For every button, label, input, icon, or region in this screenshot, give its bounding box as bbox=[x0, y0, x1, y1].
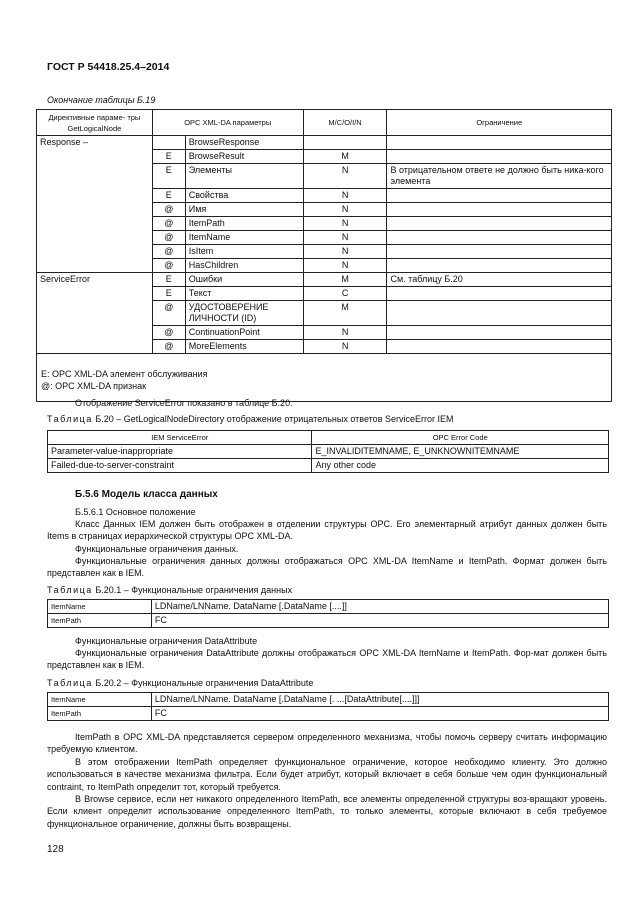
table-cell: E bbox=[152, 164, 185, 189]
paragraph: Функциональные ограничения DataAttribute bbox=[75, 636, 258, 646]
table-cell: @ bbox=[152, 231, 185, 245]
table-cell: N bbox=[303, 326, 387, 340]
table-b20-2-caption bbox=[47, 678, 313, 688]
table-b20-1-caption bbox=[47, 585, 292, 595]
table-cell: E bbox=[152, 273, 185, 287]
paragraph: ItemPath в OPC XML-DA представляется сервером определенного механизма, чтобы помочь серверу считать информацию требуемую клиентом. bbox=[47, 732, 607, 755]
caption-text: Б.20.1 – Функциональные ограничения данных bbox=[95, 585, 293, 595]
table-cell: N bbox=[303, 189, 387, 203]
table-cell bbox=[387, 301, 612, 326]
table-cell: @ bbox=[152, 340, 185, 354]
table-cell bbox=[387, 231, 612, 245]
table-cell: ItemName bbox=[48, 600, 152, 614]
table-cell bbox=[387, 203, 612, 217]
table-cell: @ bbox=[152, 301, 185, 326]
table-cell bbox=[387, 136, 612, 150]
table-cell: E bbox=[152, 189, 185, 203]
paragraph: Функциональные ограничения данных должны отображаться OPC XML-DA ItemName и ItemPath. Формат должен быть представлен как в IEM. bbox=[47, 556, 607, 579]
table-cell: ItemPath bbox=[185, 217, 303, 231]
page-number: 128 bbox=[47, 844, 64, 855]
table-cell: LDName/LNName. DataName [.DataName [. ...[DataAttribute[....]]] bbox=[151, 693, 608, 707]
table-cell: ItemPath bbox=[48, 707, 152, 721]
table-cell: C bbox=[303, 287, 387, 301]
table-b20-1 bbox=[47, 599, 609, 628]
table-cell: ItemName bbox=[185, 231, 303, 245]
table-cell bbox=[387, 326, 612, 340]
table-cell: @ bbox=[152, 245, 185, 259]
table-cell: N bbox=[303, 231, 387, 245]
table-cell: MoreElements bbox=[185, 340, 303, 354]
paragraph: Функциональные ограничения данных. bbox=[75, 544, 239, 554]
footnote-line: @: OPC XML-DA признак bbox=[41, 381, 147, 391]
table-b19 bbox=[36, 109, 612, 402]
table-cell: M bbox=[303, 301, 387, 326]
table-cell: N bbox=[303, 340, 387, 354]
table-b20-header: OPC Error Code bbox=[312, 431, 609, 445]
table-cell: Any other code bbox=[312, 459, 609, 473]
document-header: ГОСТ Р 54418.25.4–2014 bbox=[47, 61, 170, 73]
caption-text: Б.20 – GetLogicalNodeDirectory отображение отрицательных ответов ServiceError IEM bbox=[95, 414, 454, 424]
paragraph: Класс Данных IEM должен быть отображен в отделении структуры OPC. Его элементарный атрибут данных должен быть Items в страницах иерархической структуры OPC XML-DA. bbox=[47, 519, 607, 542]
table-cell: BrowseResponse bbox=[185, 136, 303, 150]
table-cell: E bbox=[152, 287, 185, 301]
table-b20-header: IEM ServiceError bbox=[48, 431, 312, 445]
table-cell: УДОСТОВЕРЕНИЕ ЛИЧНОСТИ (ID) bbox=[185, 301, 303, 326]
table-cell: M bbox=[303, 273, 387, 287]
table-b19-body bbox=[37, 136, 612, 354]
table-b19-caption: Окончание таблицы Б.19 bbox=[47, 95, 156, 105]
caption-label: Таблица bbox=[47, 585, 93, 595]
table-b19-header: Директивные параме- тры GetLogicalNode bbox=[37, 110, 153, 136]
table-b19-header: M/C/O/I/N bbox=[303, 110, 387, 136]
footnote-line: E: OPC XML-DA элемент обслуживания bbox=[41, 369, 208, 379]
table-b19-header: Ограничение bbox=[387, 110, 612, 136]
table-cell bbox=[387, 340, 612, 354]
table-cell: Parameter-value-inappropriate bbox=[48, 445, 312, 459]
table-cell: В отрицательном ответе не должно быть ника-кого элемента bbox=[387, 164, 612, 189]
table-cell: ItemName bbox=[48, 693, 152, 707]
paragraph: В Browse сервисе, если нет никакого определенного ItemPath, все элементы определенной структуры воз-вращают уровень. Если клиент определит использование определенного ItemPath, то только элементы, которые включают в себя требуемое функциональное ограничение, должны быть возвращены. bbox=[47, 794, 607, 829]
table-cell: FC bbox=[151, 614, 608, 628]
table-cell: M bbox=[303, 150, 387, 164]
caption-label: Таблица bbox=[47, 414, 93, 424]
section-subtitle: Б.5.6.1 Основное положение bbox=[75, 507, 196, 517]
table-cell: Элементы bbox=[185, 164, 303, 189]
table-cell: @ bbox=[152, 326, 185, 340]
table-cell: FC bbox=[151, 707, 608, 721]
caption-label: Таблица bbox=[47, 678, 93, 688]
table-cell: Response – bbox=[37, 136, 153, 273]
table-cell: E bbox=[152, 150, 185, 164]
table-cell bbox=[387, 245, 612, 259]
table-row bbox=[37, 136, 612, 150]
table-cell: LDName/LNName. DataName [.DataName [....]] bbox=[151, 600, 608, 614]
table-b20-caption bbox=[47, 414, 453, 424]
table-cell: ServiceError bbox=[37, 273, 153, 354]
table-cell: @ bbox=[152, 203, 185, 217]
table-cell: Имя bbox=[185, 203, 303, 217]
table-cell bbox=[303, 136, 387, 150]
table-cell: N bbox=[303, 245, 387, 259]
caption-text: Б.20.2 – Функциональные ограничения DataAttribute bbox=[95, 678, 314, 688]
table-cell: Текст bbox=[185, 287, 303, 301]
table-cell: HasChildren bbox=[185, 259, 303, 273]
table-row bbox=[37, 273, 612, 287]
table-cell: Свойства bbox=[185, 189, 303, 203]
paragraph: В этом отображении ItemPath определяет функциональное ограничение, которое необходимо клиенту. Это должно использоваться в качестве механизма фильтра. Если будет атрибут, который включает в себя больше чем один функциональный contraint, то ItemPath определит тот, который требуется. bbox=[47, 757, 607, 792]
table-cell: IsItem bbox=[185, 245, 303, 259]
table-b19-header: OPC XML-DA параметры bbox=[152, 110, 303, 136]
table-cell: N bbox=[303, 203, 387, 217]
table-cell bbox=[387, 259, 612, 273]
table-cell: E_INVALIDITEMNAME, E_UNKNOWNITEMNAME bbox=[312, 445, 609, 459]
table-cell: Ошибки bbox=[185, 273, 303, 287]
table-b20-2 bbox=[47, 692, 609, 721]
table-cell: BrowseResult bbox=[185, 150, 303, 164]
table-cell: Failed-due-to-server-constraint bbox=[48, 459, 312, 473]
table-cell bbox=[387, 217, 612, 231]
table-b19-footnote bbox=[37, 354, 612, 402]
table-cell: См. таблицу Б.20 bbox=[387, 273, 612, 287]
table-cell: ContinuationPoint bbox=[185, 326, 303, 340]
table-cell: N bbox=[303, 259, 387, 273]
table-cell bbox=[387, 150, 612, 164]
table-cell bbox=[387, 287, 612, 301]
paragraph-service-error: Отображение ServiceError показано в таблице Б.20. bbox=[75, 398, 293, 408]
table-cell: @ bbox=[152, 217, 185, 231]
table-cell: N bbox=[303, 164, 387, 189]
section-title: Б.5.6 Модель класса данных bbox=[75, 489, 218, 500]
table-cell bbox=[387, 189, 612, 203]
paragraph: Функциональные ограничения DataAttribute должны отображаться OPC XML-DA ItemName и ItemPath. Фор-мат должен быть представлен как в IEM. bbox=[47, 648, 607, 671]
table-cell: N bbox=[303, 217, 387, 231]
table-cell: ItemPath bbox=[48, 614, 152, 628]
table-cell bbox=[152, 136, 185, 150]
table-b20 bbox=[47, 430, 609, 473]
table-cell: @ bbox=[152, 259, 185, 273]
